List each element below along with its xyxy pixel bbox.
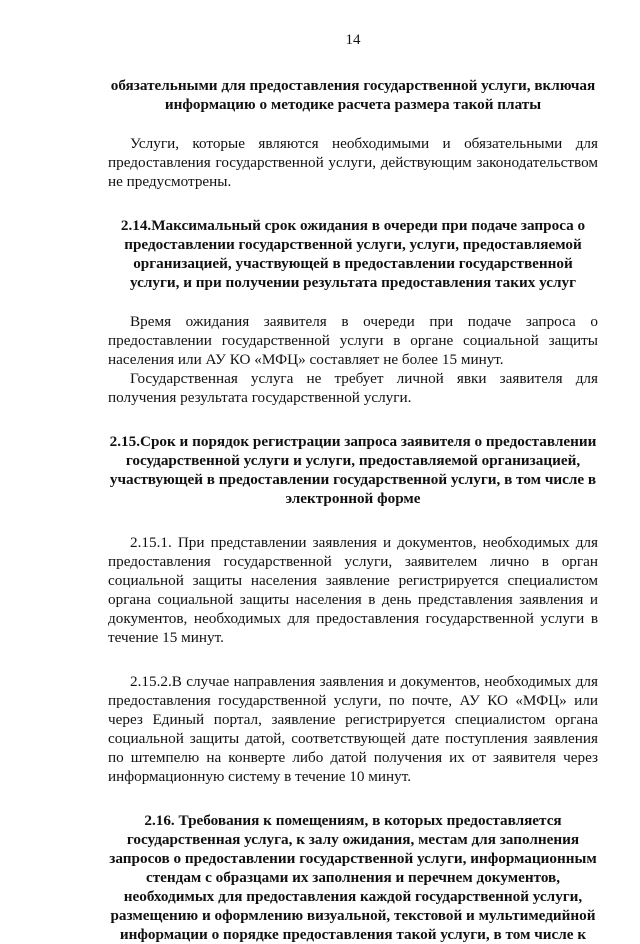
paragraph-2-14-2: Государственная услуга не требует личной явки заявителя для получения результата государственной услуги. (108, 370, 598, 406)
section-2-13-heading-tail: обязательными для предоставления государственной услуги, включая информацию о методике расчета размера такой платы (110, 77, 596, 113)
paragraph-2-15-1: 2.15.1. При представлении заявления и документов, необходимых для предоставления государственной услуги, заявителем лично в орган социальной защиты населения заявление регистрируется специалистом органа социальной защиты населения в день представления заявления и документов, необходимых для предоставления государственной услуги в течение 15 минут. (108, 534, 598, 646)
paragraph-2-13: Услуги, которые являются необходимыми и обязательными для предоставления государственной услуги, действующим законодательством не предусмотрены. (108, 135, 598, 190)
paragraph-2-15-2: 2.15.2.В случае направления заявления и документов, необходимых для предоставления государственной услуги, по почте, АУ КО «МФЦ» или через Единый портал, заявление регистрируется специалистом органа социальной защиты датой, соответствующей дате поступления заявления по штемпелю на конверте либо датой получения их от заявителя через информационную систему в течение 10 минут. (108, 673, 598, 785)
page-number: 14 (345, 32, 361, 48)
section-2-15-heading: 2.15.Срок и порядок регистрации запроса заявителя о предоставлении государственной услуги и услуги, предоставляемой организацией, участвующей в предоставлении государственной услуги, в том числе в электронной форме (109, 433, 597, 507)
section-2-14-heading: 2.14.Максимальный срок ожидания в очереди при подаче запроса о предоставлении государственной услуги, услуги, предоставляемой организацией, участвующей в предоставлении государственной услуги, и при получении результата предоставления таких услуг (120, 217, 586, 291)
paragraph-2-14-1: Время ожидания заявителя в очереди при подаче запроса о предоставлении государственной услуги в органе социальной защиты населения или АУ КО «МФЦ» составляет не более 15 минут. (108, 313, 598, 368)
section-2-16-heading: 2.16. Требования к помещениям, в которых предоставляется государственная услуга, к залу ожидания, местам для заполнения запросов о предоставлении государственной услуги, информационным стендам с образцами их заполнения и перечнем документов, необходимых для предоставления каждой государственной услуги, размещению и оформлению визуальной, текстовой и мультимедийной информации о порядке предоставления такой услуги, в том числе к (109, 812, 597, 943)
